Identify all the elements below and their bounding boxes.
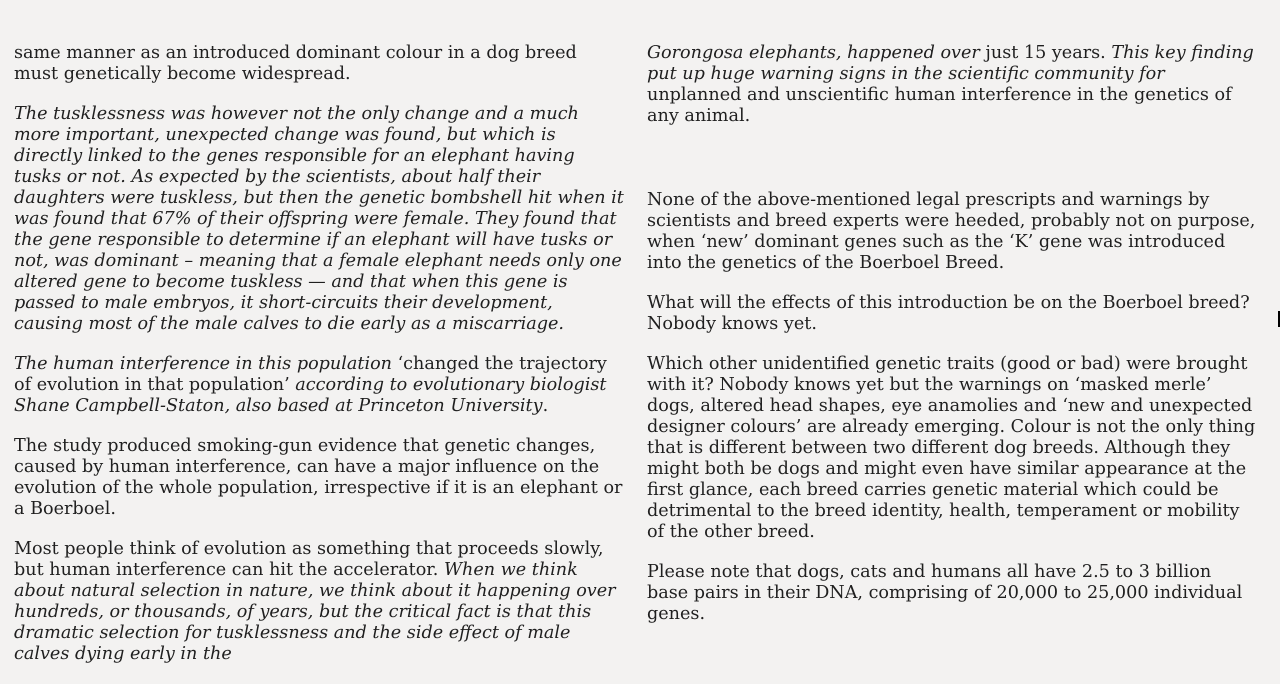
left-p4-text: The study produced smoking-gun evidence that genetic changes, caused by human interference, can have a major influence on the evolution of the whole population, irrespective if it is an elephant or a Boerboel. [14, 436, 623, 519]
left-paragraph-1 [14, 43, 626, 85]
right-p1-part1: Gorongosa elephants, happened over [647, 43, 980, 63]
left-p2-text: The tusklessness was however not the only change and a much more important, unexpected change was found, but which is directly linked to the genes responsible for an elephant having tusks or not. As expected by the scientists, about half their daughters were tuskless, but then the genetic bombshell hit when it was found that 67% of their offspring were female. They found that the gene responsible to determine if an elephant will have tusks or not, was dominant – meaning that a female elephant needs only one altered gene to become tuskless — and that when this gene is passed to male embryos, it short-circuits their development, causing most of the male calves to die early as a miscarriage. [14, 104, 624, 334]
right-p1-part4: unplanned and unscientific human interference in the genetics of any animal. [647, 85, 1232, 126]
right-p1-part2: just 15 years. [979, 43, 1112, 63]
right-paragraph-4 [647, 354, 1257, 543]
right-column [647, 43, 1257, 644]
left-p3-part2: ‘changed the trajectory of evolution in that population’ [14, 354, 607, 395]
right-paragraph-3 [647, 293, 1257, 335]
left-p1-text: same manner as an introduced dominant colour in a dog breed must genetically become widespread. [14, 43, 577, 84]
left-paragraph-3 [14, 354, 626, 417]
left-p5-part2: When we think about natural selection in nature, we think about it happening over hundreds, or thousands, of years, but the critical fact is that this dramatic selection for tusklessness and the side effect of male calves dying early in the [14, 560, 616, 664]
left-p3-part1: The human interference in this population [14, 354, 392, 374]
left-column [14, 43, 626, 684]
right-p2-text: None of the above-mentioned legal prescripts and warnings by scientists and breed experts were heeded, probably not on purpose, when ‘new’ dominant genes such as the ‘K’ gene was introduced into the genetics of the Boerboel Breed. [647, 190, 1256, 273]
left-paragraph-2 [14, 104, 626, 335]
right-p3-text: What will the effects of this introduction be on the Boerboel breed? Nobody knows yet. [647, 293, 1250, 334]
left-p5-part1: Most people think of evolution as something that proceeds slowly, but human interference can hit the accelerator. [14, 539, 604, 580]
right-p5-text: Please note that dogs, cats and humans all have 2.5 to 3 billion base pairs in their DNA, comprising of 20,000 to 25,000 individual genes. [647, 562, 1243, 624]
left-paragraph-4 [14, 436, 626, 520]
right-paragraph-2 [647, 190, 1257, 274]
left-paragraph-5 [14, 539, 626, 665]
right-paragraph-1 [647, 43, 1257, 127]
right-paragraph-5 [647, 562, 1257, 625]
right-p1-part3: This key finding put up huge warning signs in the scientific community for [647, 43, 1254, 84]
left-p3-part4: . [542, 396, 549, 416]
paragraph-spacer [647, 146, 1257, 190]
left-p3-part3: according to evolutionary biologist Shane Campbell-Staton, also based at Princeton University [14, 375, 607, 416]
right-p4-text: Which other unidentified genetic traits (good or bad) were brought with it? Nobody knows yet but the warnings on ‘masked merle’ dogs, altered head shapes, eye anamolies and ‘new and unexpected designer colours’ are already emerging. Colour is not the only thing that is different between two different dog breeds. Although they might both be dogs and might even have similar appearance at the first glance, each breed carries genetic material which could be detrimental to the breed identity, health, temperament or mobility of the other breed. [647, 354, 1256, 542]
